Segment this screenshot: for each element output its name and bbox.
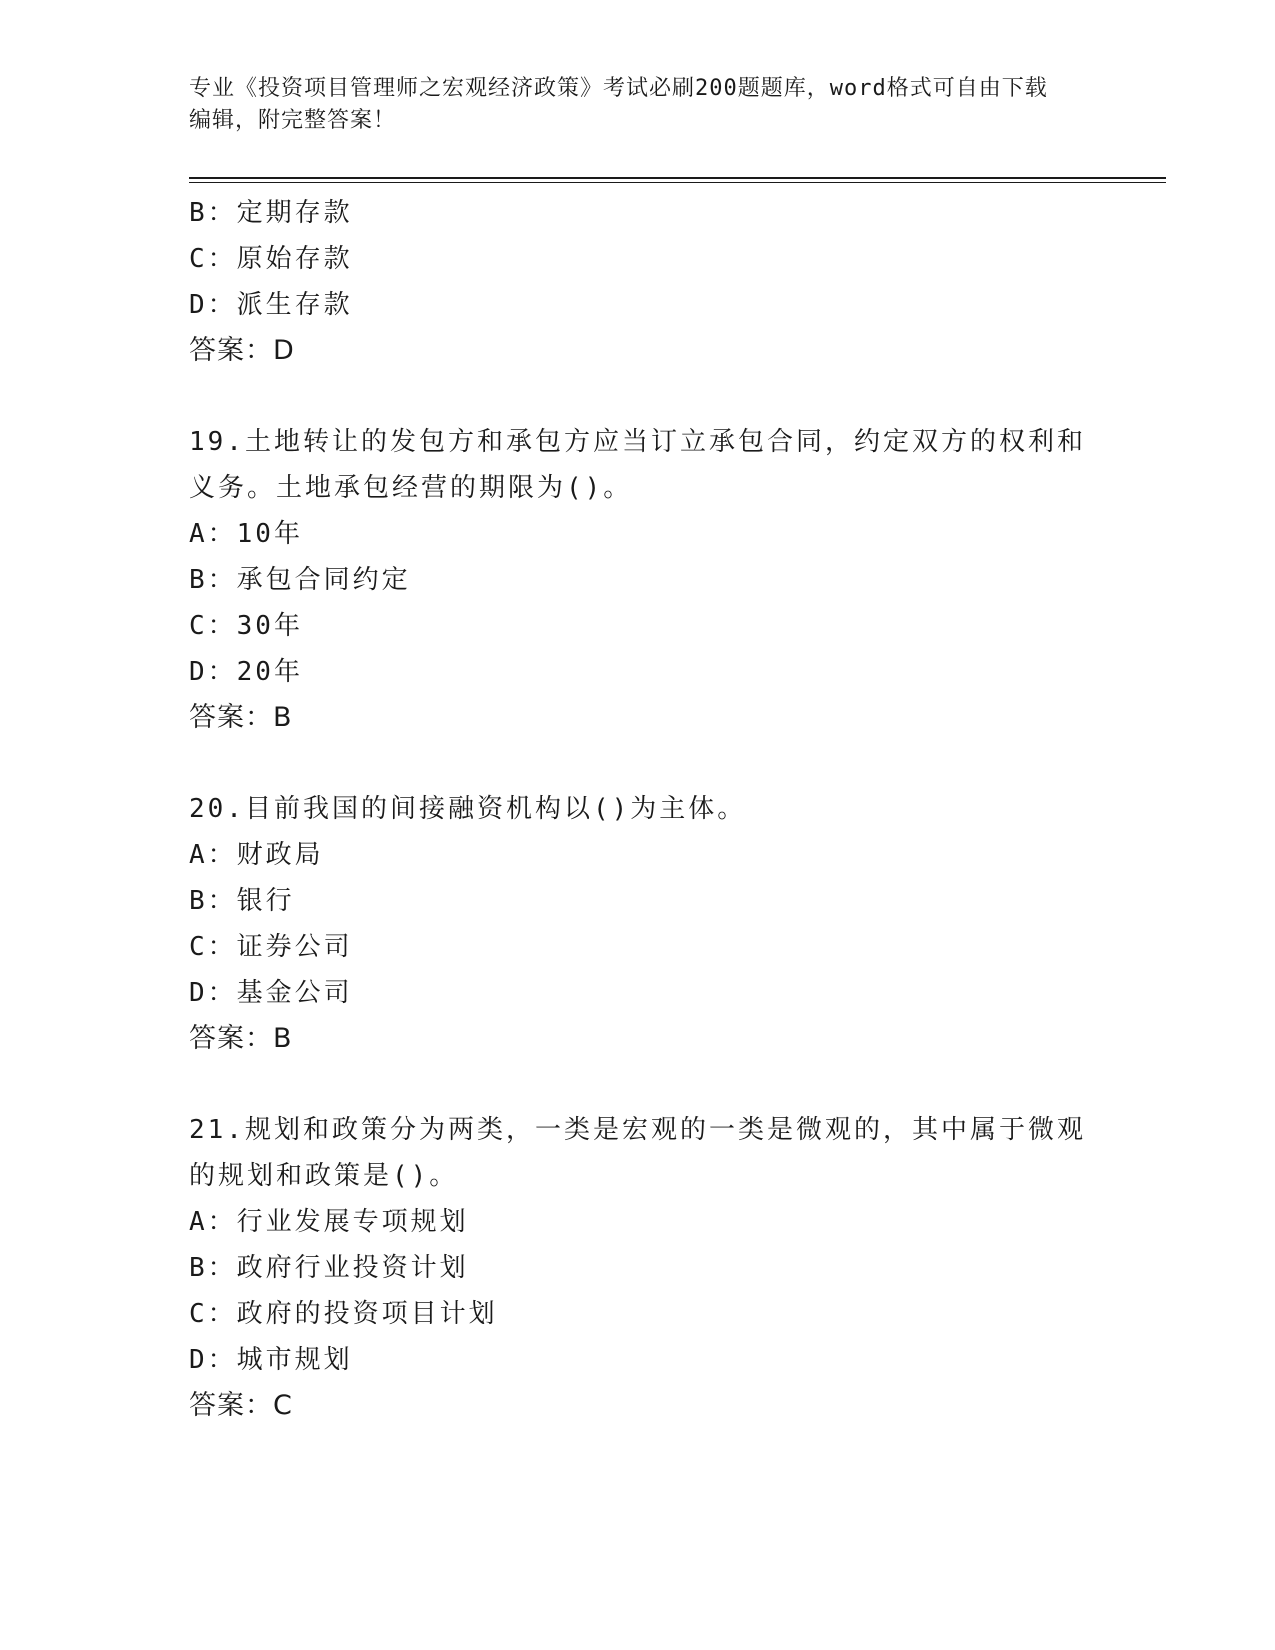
question-block-18 [189, 190, 1089, 374]
answer: 答案：D [189, 335, 295, 366]
option-d: D：派生存款 [189, 290, 353, 320]
option-c: C：政府的投资项目计划 [189, 1299, 498, 1329]
answer: 答案：B [189, 1023, 293, 1054]
option-d: D：城市规划 [189, 1345, 353, 1375]
option-d: D：20年 [189, 657, 303, 687]
answer: 答案：B [189, 702, 293, 733]
question-text: 21.规划和政策分为两类，一类是宏观的一类是微观的，其中属于微观的规划和政策是()。 [189, 1115, 1086, 1191]
header-rule-thin [189, 182, 1166, 183]
question-block-20 [189, 786, 1089, 1062]
option-b: B：承包合同约定 [189, 565, 411, 595]
question-block-19 [189, 419, 1089, 741]
option-a: A：财政局 [189, 840, 324, 870]
option-a: A：10年 [189, 519, 303, 549]
option-c: C：原始存款 [189, 244, 353, 274]
option-c: C：证券公司 [189, 932, 353, 962]
answer: 答案：C [189, 1390, 293, 1421]
question-text: 19.土地转让的发包方和承包方应当订立承包合同，约定双方的权利和义务。土地承包经营的期限为()。 [189, 427, 1086, 503]
question-text: 20.目前我国的间接融资机构以()为主体。 [189, 794, 747, 824]
option-a: A：行业发展专项规划 [189, 1207, 469, 1237]
option-b: B：银行 [189, 886, 295, 916]
option-c: C：30年 [189, 611, 303, 641]
document-header: 专业《投资项目管理师之宏观经济政策》考试必刷200题题库，word格式可自由下载编辑，附完整答案！ [189, 76, 1048, 133]
option-d: D：基金公司 [189, 978, 353, 1008]
question-block-21 [189, 1107, 1089, 1429]
header-rule [189, 177, 1166, 179]
option-b: B：定期存款 [189, 198, 353, 228]
option-b: B：政府行业投资计划 [189, 1253, 469, 1283]
document-body [189, 190, 1089, 1429]
